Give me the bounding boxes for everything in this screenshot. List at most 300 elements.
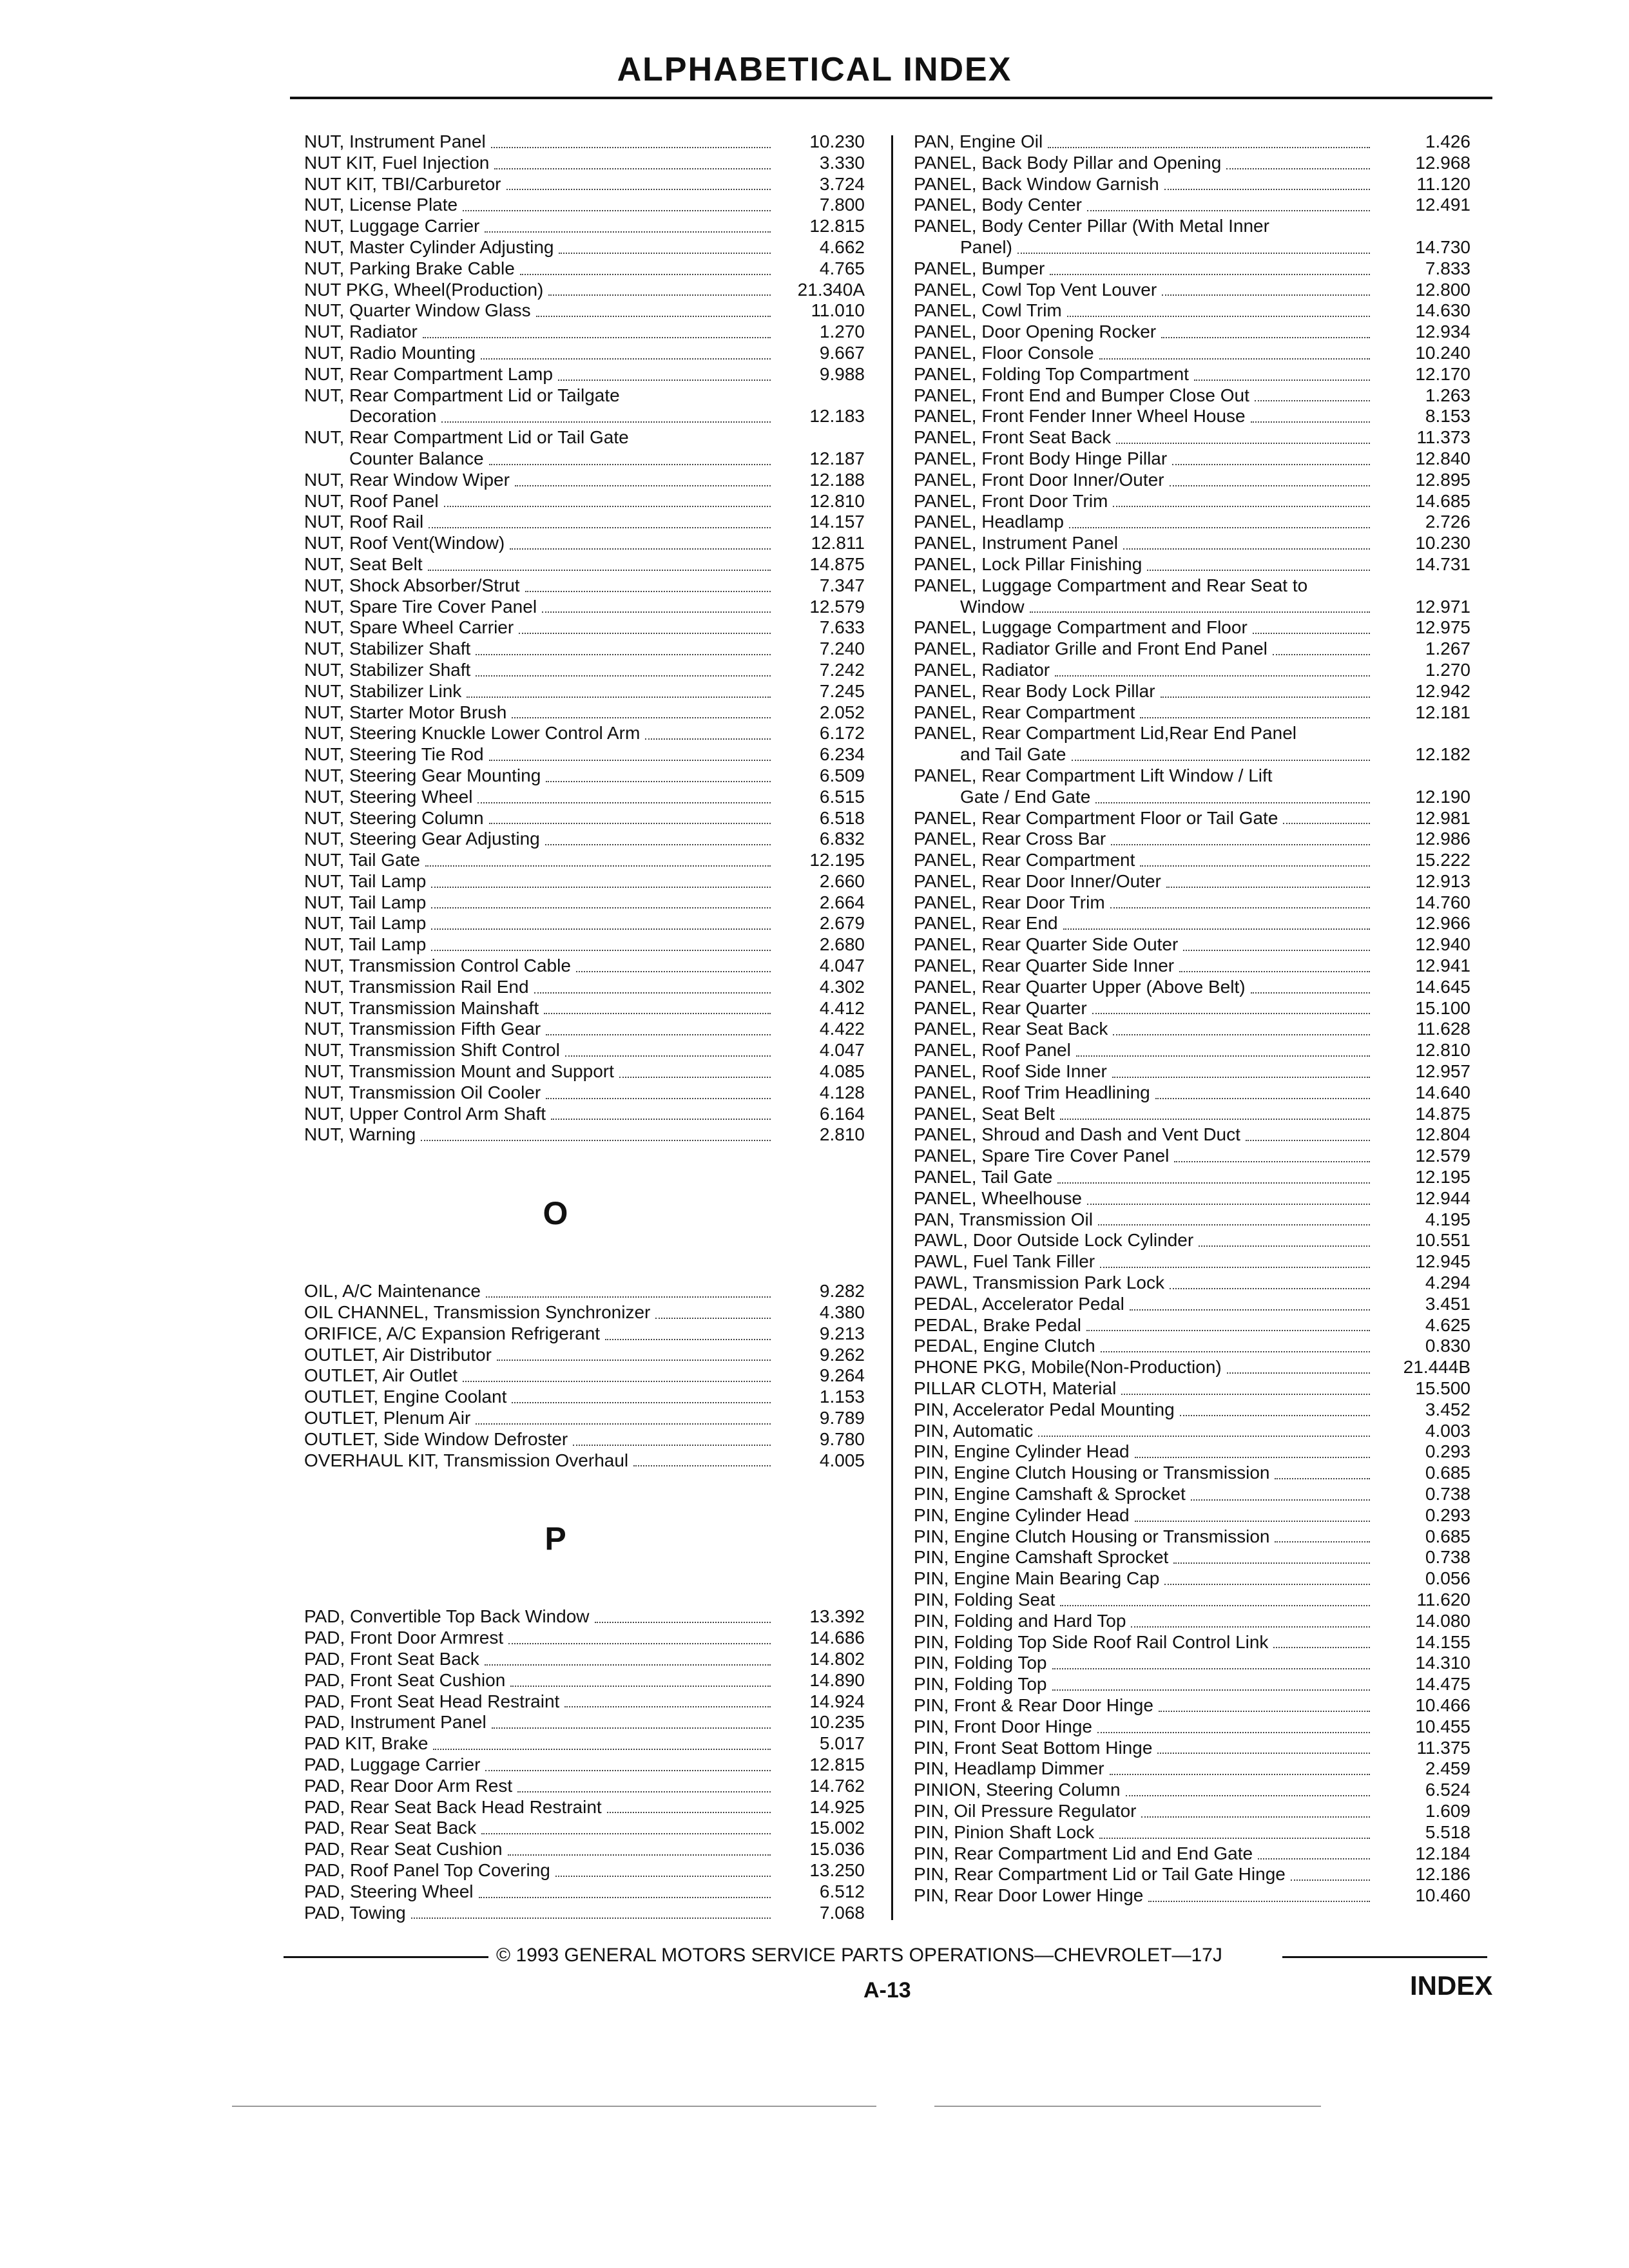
dot-leader: [1172, 444, 1370, 465]
entry-page-ref: 4.195: [1425, 1209, 1470, 1229]
dot-leader: [1123, 528, 1370, 550]
entry-page-ref: 6.172: [819, 723, 865, 744]
dot-leader: [1099, 338, 1370, 360]
section-letter: P: [545, 1521, 566, 1557]
dot-leader: [1255, 381, 1370, 402]
dot-leader: [1017, 233, 1370, 254]
entry-page-ref: 12.940: [1415, 934, 1470, 955]
entry-description: OUTLET, Side Window Defroster: [304, 1428, 568, 1449]
dot-leader: [1113, 1014, 1370, 1035]
entry-page-ref: 12.971: [1415, 596, 1470, 617]
entry-description: PAN, Transmission Oil: [914, 1209, 1093, 1229]
entry-page-ref: 10.230: [1415, 533, 1470, 553]
entry-description: PAD, Front Seat Cushion: [304, 1669, 506, 1690]
entry-page-ref: 3.724: [819, 173, 865, 194]
entry-page-ref: 10.460: [1415, 1885, 1470, 1906]
dot-leader: [1199, 1225, 1370, 1247]
entry-page-ref: 6.164: [819, 1103, 865, 1124]
index-entry: [914, 1611, 1494, 1632]
entry-page-ref: 7.068: [819, 1902, 865, 1923]
entry-description: NUT, Transmission Oil Cooler: [304, 1082, 541, 1102]
entry-page-ref: 6.509: [819, 765, 865, 785]
entry-page-ref: 10.230: [809, 131, 865, 151]
dot-leader: [1173, 1542, 1370, 1564]
entry-page-ref: 14.645: [1415, 976, 1470, 997]
index-entry: [914, 787, 1494, 808]
entry-description: OVERHAUL KIT, Transmission Overhaul: [304, 1450, 629, 1470]
entry-description: PANEL, Rear Door Trim: [914, 892, 1105, 912]
index-entry: [914, 617, 1494, 639]
entry-description: PANEL, Wheelhouse: [914, 1187, 1082, 1208]
dot-leader: [555, 1856, 771, 1877]
entry-page-ref: 7.245: [819, 680, 865, 701]
dot-leader: [1258, 1839, 1370, 1860]
entry-page-ref: 1.426: [1425, 131, 1470, 151]
entry-description: PANEL, Cowl Trim: [914, 300, 1062, 321]
dot-leader: [477, 782, 771, 803]
dot-leader: [1092, 994, 1370, 1015]
entry-page-ref: 9.213: [819, 1323, 865, 1343]
entry-description: PIN, Rear Compartment Lid or Tail Gate Hinge: [914, 1864, 1286, 1885]
entry-page-ref: 12.491: [1415, 195, 1470, 215]
dot-leader: [510, 1666, 771, 1687]
dot-leader: [1180, 1395, 1370, 1416]
entry-description: PIN, Rear Compartment Lid and End Gate: [914, 1843, 1253, 1863]
entry-description: PANEL, Cowl Top Vent Louver: [914, 279, 1157, 300]
dot-leader: [534, 972, 771, 994]
dot-leader: [1121, 1374, 1370, 1395]
entry-description: PHONE PKG, Mobile(Non-Production): [914, 1357, 1222, 1378]
entry-page-ref: 8.153: [1425, 406, 1470, 427]
dot-leader: [1140, 845, 1370, 867]
dot-leader: [491, 127, 771, 148]
entry-page-ref: 12.944: [1415, 1187, 1470, 1208]
entry-description: Gate / End Gate: [960, 786, 1091, 807]
entry-page-ref: 14.080: [1415, 1610, 1470, 1631]
dot-leader: [517, 1771, 771, 1792]
entry-description: PAD, Rear Seat Back Head Restraint: [304, 1796, 602, 1817]
dot-leader: [485, 1750, 771, 1771]
dot-leader: [1162, 275, 1370, 296]
entry-description: NUT, Tail Lamp: [304, 892, 427, 912]
entry-description: PAD, Towing: [304, 1902, 406, 1923]
entry-description: NUT, Roof Panel: [304, 490, 439, 511]
dot-leader: [506, 169, 771, 191]
entry-description: NUT, Transmission Shift Control: [304, 1040, 560, 1061]
entry-description: PANEL, Rear Compartment: [914, 702, 1135, 722]
dot-leader: [546, 1078, 771, 1099]
entry-description: OIL, A/C Maintenance: [304, 1281, 481, 1302]
entry-description: NUT, License Plate: [304, 195, 458, 215]
entry-page-ref: 4.380: [819, 1302, 865, 1323]
entry-description: PINION, Steering Column: [914, 1780, 1121, 1800]
entry-description: NUT, Transmission Control Cable: [304, 956, 571, 976]
entry-page-ref: 12.181: [1415, 702, 1470, 722]
entry-page-ref: 1.609: [1425, 1800, 1470, 1821]
entry-page-ref: 12.182: [1415, 744, 1470, 765]
entry-page-ref: 12.966: [1415, 913, 1470, 934]
entry-description: NUT, Shock Absorber/Strut: [304, 575, 520, 595]
dot-leader: [1141, 1796, 1370, 1818]
entry-page-ref: 4.422: [819, 1019, 865, 1039]
entry-page-ref: 9.789: [819, 1408, 865, 1428]
entry-page-ref: 5.518: [1425, 1821, 1470, 1842]
entry-page-ref: 15.100: [1415, 997, 1470, 1018]
entry-description: PAD, Steering Wheel: [304, 1881, 474, 1901]
entry-description: PIN, Engine Clutch Housing or Transmission: [914, 1526, 1270, 1546]
dot-leader: [497, 1340, 771, 1361]
entry-description: PAWL, Door Outside Lock Cylinder: [914, 1230, 1194, 1251]
entry-description: PANEL, Spare Tire Cover Panel: [914, 1146, 1170, 1166]
entry-description: PAD, Front Seat Back: [304, 1649, 479, 1669]
entry-page-ref: 9.282: [819, 1281, 865, 1302]
entry-description: NUT, Quarter Window Glass: [304, 300, 531, 321]
dot-leader: [489, 803, 771, 825]
entry-page-ref: 9.264: [819, 1365, 865, 1386]
entry-description: PANEL, Front Body Hinge Pillar: [914, 448, 1168, 468]
entry-page-ref: 0.293: [1425, 1504, 1470, 1525]
entry-page-ref: 12.981: [1415, 807, 1470, 828]
entry-description: NUT, Starter Motor Brush: [304, 702, 507, 722]
entry-page-ref: 13.250: [809, 1860, 865, 1880]
entry-page-ref: 6.832: [819, 829, 865, 849]
entry-description: NUT, Tail Lamp: [304, 913, 427, 934]
entry-page-ref: 4.662: [819, 236, 865, 257]
entry-page-ref: 6.512: [819, 1881, 865, 1901]
entry-description: NUT, Rear Compartment Lamp: [304, 363, 553, 384]
entry-description: NUT, Steering Wheel: [304, 786, 473, 807]
entry-description: PANEL, Rear Cross Bar: [914, 829, 1106, 849]
dot-leader: [1164, 169, 1370, 191]
entry-page-ref: 9.262: [819, 1344, 865, 1365]
dot-leader: [1183, 930, 1370, 951]
entry-page-ref: 12.184: [1415, 1843, 1470, 1863]
entry-description: NUT, Luggage Carrier: [304, 216, 480, 236]
index-entry: [914, 1505, 1494, 1526]
entry-description: ORIFICE, A/C Expansion Refrigerant: [304, 1323, 601, 1343]
index-entry: [304, 1281, 878, 1302]
entry-description: PANEL, Rear Quarter: [914, 997, 1087, 1018]
dot-leader: [1050, 254, 1370, 275]
dot-leader: [1155, 1078, 1370, 1099]
entry-description: PAD, Convertible Top Back Window: [304, 1606, 590, 1627]
entry-description: Decoration: [349, 406, 437, 427]
dot-leader: [433, 1729, 771, 1750]
entry-description: PIN, Engine Camshaft & Sprocket: [914, 1484, 1186, 1504]
entry-description: PAWL, Fuel Tank Filler: [914, 1251, 1095, 1272]
entry-page-ref: 12.811: [811, 533, 865, 553]
entry-description: NUT, Warning: [304, 1124, 416, 1145]
dot-leader: [508, 1623, 771, 1644]
entry-page-ref: 7.800: [819, 195, 865, 215]
dot-leader: [1095, 782, 1370, 803]
dot-leader: [411, 1898, 771, 1919]
dot-leader: [1076, 1035, 1370, 1057]
entry-description: NUT, Spare Tire Cover Panel: [304, 596, 537, 617]
entry-description: NUT, Stabilizer Shaft: [304, 659, 471, 680]
entry-description: PANEL, Front Fender Inner Wheel House: [914, 406, 1246, 427]
index-entry: [914, 1843, 1494, 1865]
entry-description: PAWL, Transmission Park Lock: [914, 1273, 1165, 1293]
dot-leader: [494, 148, 771, 169]
dot-leader: [551, 1099, 771, 1120]
entry-page-ref: 12.579: [809, 596, 865, 617]
entry-description: PAD, Luggage Carrier: [304, 1754, 481, 1774]
dot-leader: [564, 1687, 771, 1708]
entry-description: PANEL, Lock Pillar Finishing: [914, 553, 1142, 574]
dot-leader: [1157, 1733, 1370, 1754]
entry-description: PIN, Folding Top: [914, 1674, 1047, 1695]
dot-leader: [1164, 1564, 1370, 1585]
entry-page-ref: 12.579: [1415, 1146, 1470, 1166]
index-entry: [914, 597, 1494, 618]
dot-leader: [1052, 1648, 1371, 1669]
dot-leader: [576, 951, 771, 972]
dot-leader: [1057, 1162, 1370, 1184]
entry-description: NUT, Parking Brake Cable: [304, 258, 515, 278]
dot-leader: [431, 867, 771, 888]
entry-page-ref: 15.500: [1415, 1378, 1470, 1399]
entry-description: PANEL, Rear Compartment Floor or Tail Gate: [914, 807, 1278, 828]
entry-description: and Tail Gate: [960, 744, 1066, 765]
index-entry: [304, 1302, 878, 1323]
entry-page-ref: 7.833: [1425, 258, 1470, 278]
entry-page-ref: 0.293: [1425, 1441, 1470, 1462]
dot-leader: [1130, 1289, 1370, 1311]
entry-page-ref: 12.913: [1415, 870, 1470, 891]
entry-description: PIN, Front Door Hinge: [914, 1716, 1092, 1736]
entry-page-ref: 14.310: [1415, 1653, 1470, 1673]
entry-page-ref: 11.120: [1416, 173, 1470, 194]
dot-leader: [1283, 803, 1370, 825]
entry-description: OUTLET, Engine Coolant: [304, 1387, 507, 1407]
dot-leader: [548, 275, 771, 296]
index-entry: [914, 1441, 1494, 1463]
entry-page-ref: 6.234: [819, 744, 865, 765]
entry-page-ref: 11.373: [1416, 427, 1470, 448]
entry-description: PANEL, Rear Compartment: [914, 850, 1135, 870]
entry-page-ref: 12.941: [1415, 956, 1470, 976]
entry-page-ref: 4.085: [819, 1061, 865, 1082]
dot-leader: [558, 360, 771, 381]
entry-page-ref: 12.800: [1415, 279, 1470, 300]
entry-description: NUT, Tail Lamp: [304, 934, 427, 955]
entry-page-ref: 7.242: [819, 659, 865, 680]
dot-leader: [559, 233, 771, 254]
entry-page-ref: 4.047: [819, 956, 865, 976]
entry-description: PEDAL, Brake Pedal: [914, 1314, 1081, 1335]
entry-page-ref: 12.815: [809, 1754, 865, 1774]
index-entry: [304, 702, 878, 724]
index-entry: [914, 744, 1494, 765]
entry-page-ref: 4.625: [1425, 1314, 1470, 1335]
dot-leader: [1116, 423, 1370, 444]
entry-description: PANEL, Folding Top Compartment: [914, 363, 1189, 384]
dot-leader: [1126, 1775, 1370, 1796]
entry-description: NUT, Rear Compartment Lid or Tailgate: [304, 385, 620, 405]
entry-page-ref: 13.392: [809, 1606, 865, 1627]
entry-page-ref: 4.412: [819, 997, 865, 1018]
entry-page-ref: 3.330: [819, 152, 865, 173]
index-entry: [304, 1040, 878, 1061]
footer-copyright: © 1993 GENERAL MOTORS SERVICE PARTS OPERATIONS—CHEVROLET—17J: [496, 1945, 1222, 1966]
entry-description: PANEL, Bumper: [914, 258, 1045, 278]
index-entry: [914, 702, 1494, 724]
entry-description: PANEL, Headlamp: [914, 512, 1064, 532]
entry-description: PANEL, Rear Quarter Side Outer: [914, 934, 1179, 955]
entry-description: NUT, Radiator: [304, 322, 418, 342]
index-entry: [304, 406, 878, 427]
page-title: ALPHABETICAL INDEX: [617, 51, 1012, 88]
entry-page-ref: 1.267: [1425, 639, 1470, 659]
entry-description: PANEL, Radiator: [914, 659, 1050, 680]
dot-leader: [525, 571, 771, 592]
entry-description: PIN, Engine Camshaft Sprocket: [914, 1547, 1169, 1568]
entry-description: NUT, Transmission Fifth Gear: [304, 1019, 541, 1039]
dot-leader: [1191, 1479, 1370, 1501]
index-entry: [914, 1822, 1494, 1843]
scan-artifact-line: [934, 2106, 1321, 2107]
dot-leader: [485, 1644, 771, 1666]
index-column-right: [914, 131, 1494, 1907]
entry-page-ref: 15.002: [809, 1818, 865, 1838]
entry-page-ref: 2.680: [819, 934, 865, 955]
dot-leader: [1110, 888, 1370, 909]
dot-leader: [619, 1057, 771, 1078]
entry-page-ref: 4.005: [819, 1450, 865, 1470]
entry-description: PANEL, Rear Quarter Side Inner: [914, 956, 1175, 976]
entry-description: NUT, Roof Rail: [304, 512, 424, 532]
entry-page-ref: 4.003: [1425, 1420, 1470, 1441]
dot-leader: [1097, 1712, 1370, 1733]
dot-leader: [1112, 1057, 1370, 1078]
entry-description: NUT, Tail Lamp: [304, 870, 427, 891]
entry-page-ref: 12.170: [1415, 363, 1470, 384]
entry-page-ref: 11.620: [1416, 1589, 1470, 1610]
entry-description: PANEL, Seat Belt: [914, 1103, 1055, 1124]
dot-leader: [1291, 1860, 1370, 1881]
dot-leader: [1227, 1352, 1370, 1374]
dot-leader: [431, 908, 771, 930]
entry-page-ref: 2.679: [819, 913, 865, 934]
dot-leader: [633, 1446, 771, 1467]
dot-leader: [1273, 634, 1370, 655]
entry-page-ref: 6.518: [819, 807, 865, 828]
dot-leader: [1113, 486, 1370, 508]
dot-leader: [546, 761, 771, 782]
entry-description: Counter Balance: [349, 448, 484, 468]
entry-description: NUT, Transmission Mainshaft: [304, 997, 539, 1018]
entry-description: PAD, Front Seat Head Restraint: [304, 1691, 560, 1711]
dot-leader: [512, 1382, 771, 1403]
dot-leader: [1275, 1458, 1370, 1479]
entry-page-ref: 14.875: [1415, 1103, 1470, 1124]
dot-leader: [1275, 1522, 1370, 1543]
dot-leader: [1161, 317, 1370, 338]
dot-leader: [1098, 1205, 1370, 1226]
entry-description: NUT, Steering Tie Rod: [304, 744, 484, 765]
dot-leader: [428, 550, 771, 571]
entry-description: NUT, Rear Window Wiper: [304, 469, 510, 490]
entry-page-ref: 12.804: [1415, 1124, 1470, 1145]
dot-leader: [1100, 1247, 1370, 1268]
entry-page-ref: 12.195: [1415, 1167, 1470, 1187]
entry-page-ref: 7.240: [819, 639, 865, 659]
dot-leader: [655, 1298, 771, 1319]
entry-page-ref: 14.890: [809, 1669, 865, 1690]
dot-leader: [1226, 148, 1370, 169]
dot-leader: [1072, 740, 1371, 761]
entry-description: PANEL, Front Seat Back: [914, 427, 1112, 448]
entry-description: PANEL, Roof Panel: [914, 1040, 1071, 1061]
dot-leader: [1246, 1120, 1370, 1141]
entry-page-ref: 12.815: [809, 216, 865, 236]
entry-description: Window: [960, 596, 1025, 617]
dot-leader: [605, 1319, 771, 1340]
dot-leader: [1099, 1818, 1370, 1839]
index-column-left: [304, 131, 878, 1923]
index-entry: [914, 956, 1494, 977]
entry-page-ref: 9.988: [819, 363, 865, 384]
entry-page-ref: 12.942: [1415, 680, 1470, 701]
entry-page-ref: 14.802: [809, 1649, 865, 1669]
dot-leader: [1060, 1585, 1370, 1606]
entry-page-ref: 3.452: [1425, 1399, 1470, 1419]
entry-page-ref: 12.190: [1415, 786, 1470, 807]
entry-description: PAD KIT, Brake: [304, 1733, 429, 1754]
index-entry: [914, 1336, 1494, 1357]
entry-description: NUT, Tail Gate: [304, 850, 420, 870]
entry-description: NUT, Roof Vent(Window): [304, 533, 505, 553]
entry-description: PANEL, Roof Trim Headlining: [914, 1082, 1150, 1102]
entry-page-ref: 12.975: [1415, 617, 1470, 638]
entry-page-ref: 4.765: [819, 258, 865, 278]
entry-description: OUTLET, Air Distributor: [304, 1344, 492, 1365]
dot-leader: [542, 592, 771, 613]
dot-leader: [510, 528, 771, 550]
entry-description: PAN, Engine Oil: [914, 131, 1043, 151]
index-entry: [914, 195, 1494, 216]
entry-description: PANEL, Roof Side Inner: [914, 1061, 1107, 1082]
entry-description: PANEL, Shroud and Dash and Vent Duct: [914, 1124, 1240, 1145]
entry-page-ref: 15.036: [809, 1839, 865, 1860]
index-entry: [304, 1903, 878, 1924]
dot-leader: [1174, 1141, 1370, 1162]
dot-leader: [519, 613, 771, 634]
entry-description: NUT, Stabilizer Shaft: [304, 639, 471, 659]
entry-page-ref: 0.830: [1425, 1336, 1470, 1356]
entry-description: PAD, Roof Panel Top Covering: [304, 1860, 550, 1880]
entry-page-ref: 6.515: [819, 786, 865, 807]
entry-description: NUT, Upper Control Arm Shaft: [304, 1103, 546, 1124]
dot-leader: [1179, 951, 1370, 972]
entry-page-ref: 14.925: [809, 1796, 865, 1817]
column-divider: [891, 135, 893, 1920]
entry-page-ref: 14.630: [1415, 300, 1470, 321]
entry-page-ref: 1.270: [819, 322, 865, 342]
entry-description: NUT KIT, TBI/Carburetor: [304, 173, 501, 194]
entry-description: NUT PKG, Wheel(Production): [304, 279, 544, 300]
dot-leader: [467, 677, 771, 698]
entry-page-ref: 14.157: [809, 512, 865, 532]
entry-description: NUT, Instrument Panel: [304, 131, 486, 151]
entry-description: PEDAL, Accelerator Pedal: [914, 1293, 1124, 1314]
dot-leader: [1194, 360, 1370, 381]
dot-leader: [476, 1403, 771, 1425]
dot-leader: [1148, 1881, 1370, 1902]
entry-page-ref: 0.685: [1425, 1526, 1470, 1546]
index-entry: [914, 364, 1494, 385]
